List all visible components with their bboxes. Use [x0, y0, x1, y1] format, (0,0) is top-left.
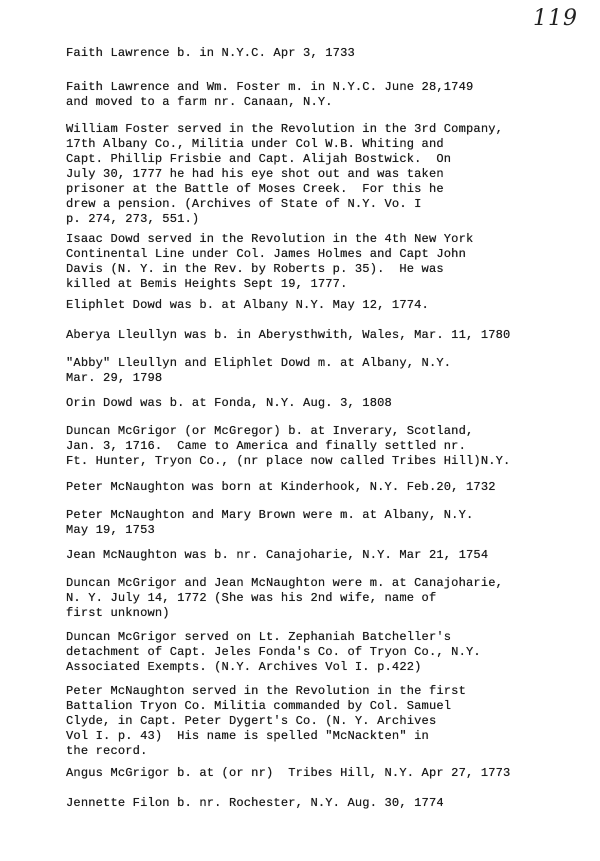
entry-jennette-filon-birth: Jennette Filon b. nr. Rochester, N.Y. Aug. 30, 1774	[66, 796, 444, 810]
entry-duncan-mcgrigor-birth: Duncan McGrigor (or McGregor) b. at Inverary, Scotland, Jan. 3, 1716. Came to America and finally settled nr. Ft. Hunter, Tryon Co., (nr place now called Tribes Hill)N.Y.	[66, 424, 511, 468]
entry-william-foster-service: William Foster served in the Revolution in the 3rd Company, 17th Albany Co., Militia under Col W.B. Whiting and Capt. Phillip Frisbie and Capt. Alijah Bostwick. On July 30, 1777 he had his eye shot out and was taken prisoner at the Battle of Moses Creek. For this he drew a pension. (Archives of State of N.Y. Vo. I p. 274, 273, 551.)	[66, 122, 504, 226]
entry-faith-lawrence-birth: Faith Lawrence b. in N.Y.C. Apr 3, 1733	[66, 46, 355, 60]
entry-orin-dowd-birth: Orin Dowd was b. at Fonda, N.Y. Aug. 3, 1808	[66, 396, 392, 410]
page-number: 119	[533, 6, 578, 31]
entry-aberya-lleullyn-birth: Aberya Lleullyn was b. in Aberysthwith, Wales, Mar. 11, 1780	[66, 328, 511, 342]
entry-duncan-mcgrigor-service: Duncan McGrigor served on Lt. Zephaniah Batcheller's detachment of Capt. Jeles Fonda's Co. of Tryon Co., N.Y. Associated Exempts. (N.Y. Archives Vol I. p.422)	[66, 630, 481, 674]
entry-eliphlet-dowd-birth: Eliphlet Dowd was b. at Albany N.Y. May 12, 1774.	[66, 298, 429, 312]
entry-angus-mcgrigor-birth: Angus McGrigor b. at (or nr) Tribes Hill, N.Y. Apr 27, 1773	[66, 766, 511, 780]
entry-mcgrigor-mcnaughton-marriage: Duncan McGrigor and Jean McNaughton were m. at Canajoharie, N. Y. July 14, 1772 (She was his 2nd wife, name of first unknown)	[66, 576, 504, 620]
entry-mcnaughton-brown-marriage: Peter McNaughton and Mary Brown were m. at Albany, N.Y. May 19, 1753	[66, 508, 474, 537]
entry-lawrence-foster-marriage: Faith Lawrence and Wm. Foster m. in N.Y.C. June 28,1749 and moved to a farm nr. Canaan, N.Y.	[66, 80, 474, 109]
entry-lleullyn-dowd-marriage: "Abby" Lleullyn and Eliphlet Dowd m. at Albany, N.Y. Mar. 29, 1798	[66, 356, 452, 385]
entry-peter-mcnaughton-service: Peter McNaughton served in the Revolution in the first Battalion Tryon Co. Militia commanded by Col. Samuel Clyde, in Capt. Peter Dygert's Co. (N. Y. Archives Vol I. p. 43) His name is spelled "McNackten" in the record.	[66, 684, 467, 758]
entry-isaac-dowd-service: Isaac Dowd served in the Revolution in the 4th New York Continental Line under Col. James Holmes and Capt John Davis (N. Y. in the Rev. by Roberts p. 35). He was killed at Bemis Heights Sept 19, 1777.	[66, 232, 474, 291]
entry-peter-mcnaughton-birth: Peter McNaughton was born at Kinderhook, N.Y. Feb.20, 1732	[66, 480, 496, 494]
entry-jean-mcnaughton-birth: Jean McNaughton was b. nr. Canajoharie, N.Y. Mar 21, 1754	[66, 548, 489, 562]
